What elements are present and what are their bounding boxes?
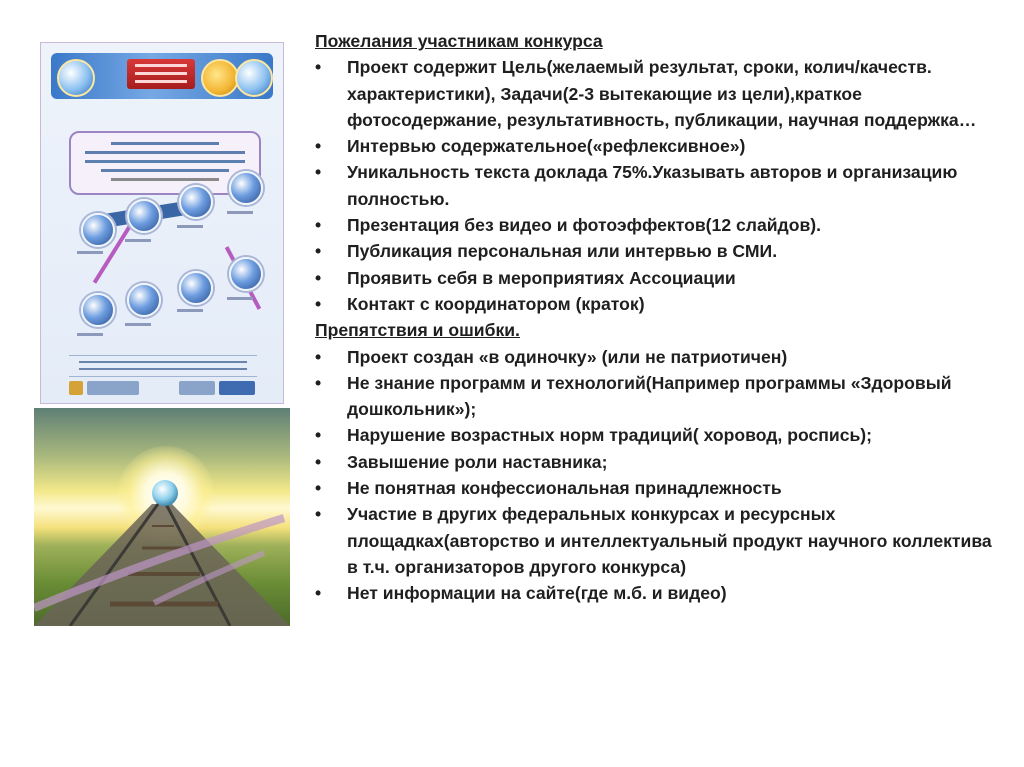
list-item: • Нет информации на сайте(где м.б. и видео) <box>315 580 1005 606</box>
children-emblem-icon <box>235 59 273 97</box>
medal-icon <box>81 213 115 247</box>
list-item: • Завышение роли наставника; <box>315 449 1005 475</box>
railway-sunrise-photo <box>34 408 290 626</box>
medal-icon <box>127 283 161 317</box>
list-item: • Проект создан «в одиночку» (или не патриотичен) <box>315 344 1005 370</box>
medal-icon <box>179 271 213 305</box>
medal-icon <box>179 185 213 219</box>
list-item: • Проявить себя в мероприятиях Ассоциации <box>315 265 1005 291</box>
medal-icon <box>229 257 263 291</box>
list-item: • Контакт с координатором (краток) <box>315 291 1005 317</box>
globe-icon <box>152 480 178 506</box>
medal-icon <box>81 293 115 327</box>
slide-text <box>315 28 1005 607</box>
list-item: • Участие в других федеральных конкурсах и ресурсных площадках(авторство и интеллектуальный продукт научного коллектива в т.ч. организаторов другого конкурса) <box>315 501 1005 580</box>
list-item: • Не знание программ и технологий(Например программы «Здоровый дошкольник»); <box>315 370 1005 423</box>
globe-icon <box>57 59 95 97</box>
poster-footer-logos <box>69 381 257 397</box>
list-item: • Интервью содержательное(«рефлексивное») <box>315 133 1005 159</box>
list-item: • Презентация без видео и фотоэффектов(12 слайдов). <box>315 212 1005 238</box>
list-item: • Уникальность текста доклада 75%.Указывать авторов и организацию полностью. <box>315 159 1005 212</box>
obstacles-list <box>315 344 1005 607</box>
poster-footer-text <box>69 355 257 377</box>
list-item: • Проект содержит Цель(желаемый результат, сроки, колич/качеств. характеристики), Задачи(2-3 вытекающие из цели),краткое фотосодержание, результативность, публикации, научная поддержка… <box>315 54 1005 133</box>
contest-poster-image <box>40 42 284 404</box>
emblem-icon <box>201 59 239 97</box>
railway-tracks <box>34 408 290 626</box>
medal-icon <box>229 171 263 205</box>
section-title-wishes: Пожелания участникам конкурса <box>315 31 603 51</box>
medal-icon <box>127 199 161 233</box>
list-item: • Публикация персональная или интервью в СМИ. <box>315 238 1005 264</box>
list-item: • Нарушение возрастных норм традиций( хоровод, роспись); <box>315 422 1005 448</box>
wishes-list <box>315 54 1005 317</box>
poster-header-banner <box>51 53 273 99</box>
section-title-obstacles: Препятствия и ошибки. <box>315 320 520 341</box>
list-item: • Не понятная конфессиональная принадлежность <box>315 475 1005 501</box>
poster-logo-plate <box>127 59 195 89</box>
